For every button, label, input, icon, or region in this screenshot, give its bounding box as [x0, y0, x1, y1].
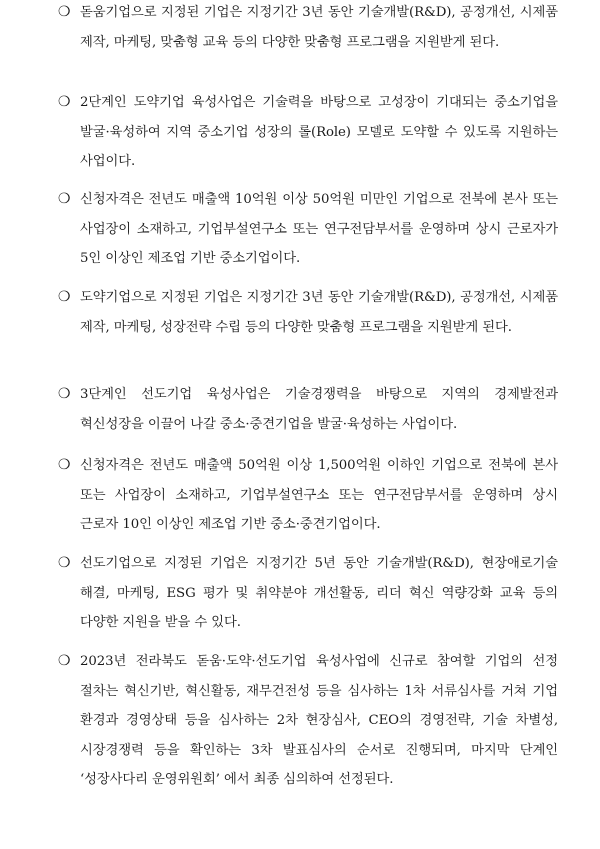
paragraph-text: 신청자격은 전년도 매출액 50억원 이상 1,500억원 이하인 기업으로 전북에 본사 또는 사업장이 소재하고, 기업부설연구소 또는 연구전담부서를 운영하며 상시 근로자 10인 이상인 제조업 기반 중소·중견기업이다.: [80, 458, 558, 532]
list-item: [58, 380, 558, 439]
circle-bullet-icon: ❍: [58, 386, 71, 402]
list-item: [58, 451, 558, 540]
paragraph-text: 신청자격은 전년도 매출액 10억원 이상 50억원 미만인 기업으로 전북에 본사 또는 사업장이 소재하고, 기업부설연구소 또는 연구전담부서를 운영하며 상시 근로자가 5인 이상인 제조업 기반 중소기업이다.: [80, 192, 558, 266]
paragraph-text: 3단계인 선도기업 육성사업은 기술경쟁력을 바탕으로 지역의 경제발전과 혁신성장을 이끌어 나갈 중소·중견기업을 발굴·육성하는 사업이다.: [80, 387, 558, 432]
list-item: [58, 0, 558, 57]
list-item: [58, 283, 558, 342]
circle-bullet-icon: ❍: [58, 555, 71, 571]
list-item: [58, 185, 558, 274]
circle-bullet-icon: ❍: [58, 4, 71, 20]
list-item: [58, 647, 558, 795]
list-item: [58, 88, 558, 177]
paragraph-text: 2023년 전라북도 돋움·도약·선도기업 육성사업에 신규로 참여할 기업의 선정 절차는 혁신기반, 혁신활동, 재무건전성 등을 심사하는 1차 서류심사를 거쳐 기업 환경과 경영상태 등을 심사하는 2차 현장심사, CEO의 경영전략, 기술 차별성, 시장경쟁력 등을 확인하는 3차 발표심사의 순서로 진행되며, 마지막 단계인 ‘성장사다리 운영위원회’ 에서 최종 심의하여 선정된다.: [80, 654, 558, 787]
paragraph-text: 도약기업으로 지정된 기업은 지정기간 3년 동안 기술개발(R&D), 공정개선, 시제품 제작, 마케팅, 성장전략 수립 등의 다양한 맞춤형 프로그램을 지원받게 된다.: [80, 290, 558, 335]
circle-bullet-icon: ❍: [58, 191, 71, 207]
paragraph-text: 2단계인 도약기업 육성사업은 기술력을 바탕으로 고성장이 기대되는 중소기업을 발굴·육성하여 지역 중소기업 성장의 롤(Role) 모델로 도약할 수 있도록 지원하는 사업이다.: [80, 95, 558, 169]
paragraph-text: 돋움기업으로 지정된 기업은 지정기간 3년 동안 기술개발(R&D), 공정개선, 시제품 제작, 마케팅, 맞춤형 교육 등의 다양한 맞춤형 프로그램을 지원받게 된다.: [80, 5, 558, 50]
paragraph-text: 선도기업으로 지정된 기업은 지정기간 5년 동안 기술개발(R&D), 현장애로기술 해결, 마케팅, ESG 평가 및 취약분야 개선활동, 리더 혁신 역량강화 교육 등의 다양한 지원을 받을 수 있다.: [80, 556, 558, 630]
circle-bullet-icon: ❍: [58, 94, 71, 110]
circle-bullet-icon: ❍: [58, 653, 71, 669]
circle-bullet-icon: ❍: [58, 457, 71, 473]
list-item: [58, 549, 558, 638]
circle-bullet-icon: ❍: [58, 289, 71, 305]
